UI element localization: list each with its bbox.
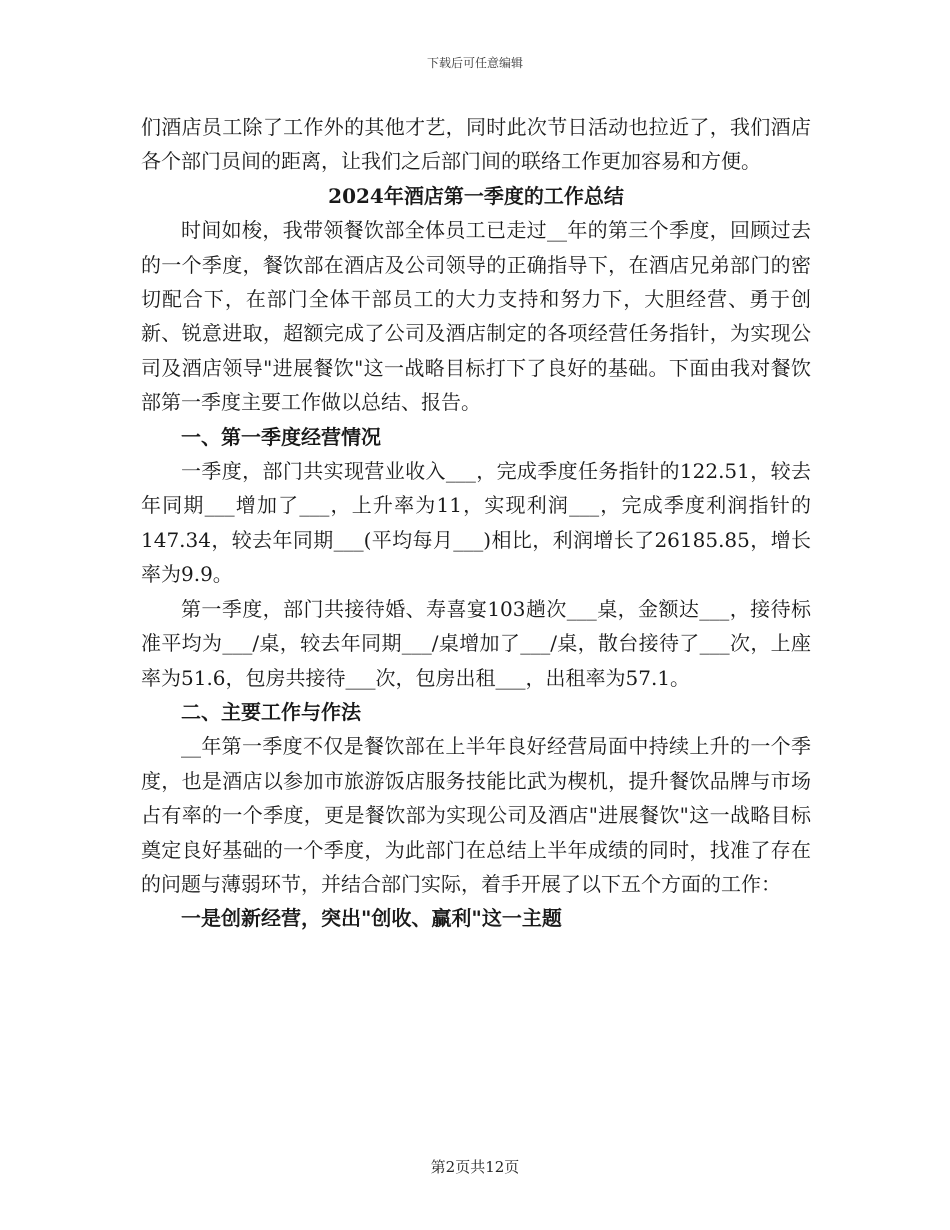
- paragraph-intro: 时间如梭，我带领餐饮部全体员工已走过__年的第三个季度，回顾过去的一个季度，餐饮部在酒店及公司领导的正确指导下，在酒店兄弟部门的密切配合下，在部门全体干部员工的大力支持和努力下，大胆经营、勇于创新、锐意进取，超额完成了公司及酒店制定的各项经营任务指针，为实现公司及酒店领导"进展餐饮"这一战略目标打下了良好的基础。下面由我对餐饮部第一季度主要工作做以总结、报告。: [141, 218, 811, 415]
- document-body: [141, 110, 811, 936]
- paragraph-revenue: 一季度，部门共实现营业收入___，完成季度任务指针的122.51，较去年同期___增加了___，上升率为11，实现利润___，完成季度利润指针的147.34，较去年同期___(平均每月___)相比，利润增长了26185.85，增长率为9.9。: [141, 459, 811, 587]
- paragraph-continuation: 们酒店员工除了工作外的其他才艺，同时此次节日活动也拉近了，我们酒店各个部门员间的距离，让我们之后部门间的联络工作更加容易和方便。: [141, 115, 811, 174]
- section-heading-2: 二、主要工作与作法: [181, 699, 361, 724]
- document-title: 2024年酒店第一季度的工作总结: [328, 183, 624, 208]
- page-header-note: 下载后可任意编辑: [426, 56, 523, 70]
- section-heading-1: 一、第一季度经营情况: [181, 424, 381, 449]
- paragraph-reception: 第一季度，部门共接待婚、寿喜宴103趟次___桌，金额达___，接待标准平均为___/桌，较去年同期___/桌增加了___/桌，散台接待了___次，上座率为51.6，包房共接待___次，包房出租___，出租率为57.1。: [141, 596, 811, 690]
- paragraph-main-work: __年第一季度不仅是餐饮部在上半年良好经营局面中持续上升的一个季度，也是酒店以参加市旅游饭店服务技能比武为楔机，提升餐饮品牌与市场占有率的一个季度，更是餐饮部为实现公司及酒店"进展餐饮"这一战略目标奠定良好基础的一个季度，为此部门在总结上半年成绩的同时，找准了存在的问题与薄弱环节，并结合部门实际，着手开展了以下五个方面的工作：: [141, 734, 811, 896]
- page-footer: 第2页共12页: [430, 1158, 520, 1176]
- subsection-heading-1: 一是创新经营，突出"创收、赢利"这一主题: [181, 906, 562, 931]
